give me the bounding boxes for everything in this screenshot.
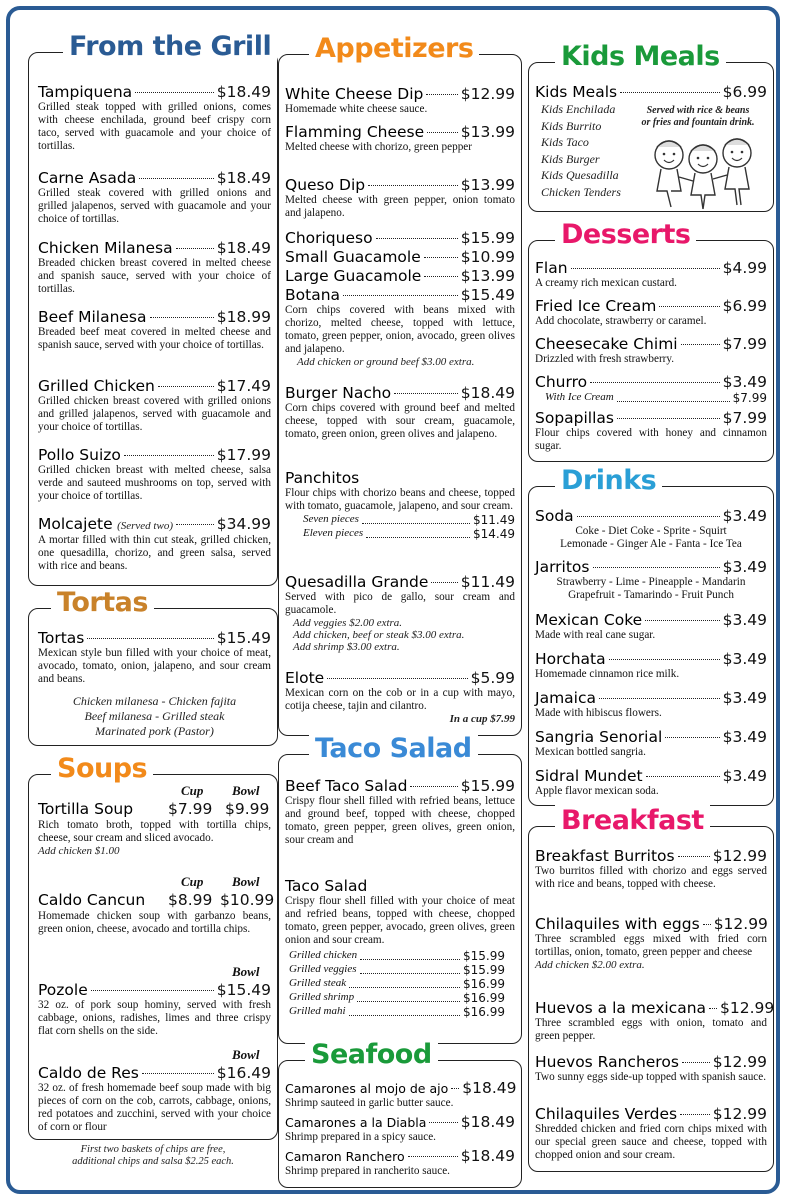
item-desc: Breaded beef meat covered in melted cheese and spanish sauce, served with your choice of tortillas.	[38, 326, 271, 351]
item-price: $3.49	[722, 558, 767, 576]
menu-item	[535, 847, 767, 891]
item-name: Jarritos	[535, 558, 590, 576]
kids-option: Kids Burger	[541, 151, 600, 166]
item-desc: Add chocolate, strawberry or caramel.	[535, 315, 707, 327]
item-desc: A creamy rich mexican custard.	[535, 277, 677, 289]
menu-item	[535, 335, 767, 366]
menu-item	[285, 1079, 515, 1110]
option-row	[289, 1005, 505, 1019]
item-name: Sidral Mundet	[535, 767, 643, 785]
menu-item	[535, 1105, 767, 1162]
item-name: Kids Meals	[535, 83, 618, 101]
item-price: $17.99	[216, 446, 271, 464]
item-price: $5.99	[470, 669, 515, 687]
item-desc: Strawberry - Lime - Pineapple - Mandarin	[556, 576, 746, 588]
option: Chicken milanesa - Chicken fajita	[72, 694, 237, 708]
option-name: Grilled veggies	[289, 963, 357, 975]
grill-section	[28, 31, 278, 586]
kids-title: Kids Meals	[555, 41, 726, 72]
tortas-title: Tortas	[51, 587, 154, 618]
item-note: Add chicken $1.00	[38, 845, 120, 857]
taco-salad-options	[285, 947, 515, 1019]
item-name: Camaron Ranchero	[285, 1149, 405, 1164]
menu-item	[285, 85, 515, 116]
item-desc: Grilled steak covered with grilled onions and grilled jalapenos, served with guacamole and your choice of tortillas.	[38, 187, 271, 225]
item-name: Burger Nacho	[285, 384, 392, 402]
item-name: Fried Ice Cream	[535, 297, 657, 315]
breakfast-section	[528, 805, 775, 1172]
drinks-section	[528, 465, 774, 806]
item-name: Horchata	[535, 650, 606, 668]
item-name: Carne Asada	[38, 169, 137, 187]
chips-note	[28, 1144, 278, 1168]
item-name: Grilled Chicken	[38, 377, 155, 395]
appetizers-section	[278, 33, 522, 736]
item-name: Large Guacamole	[285, 267, 422, 285]
menu-item	[38, 981, 271, 1038]
option-price: $14.49	[473, 527, 515, 541]
chips-note-line: First two baskets of chips are free,	[80, 1144, 226, 1155]
item-desc: Grilled chicken breast covered with grilled onions and grilled jalapenos, served with guacamole and your choice of tortillas.	[38, 395, 271, 433]
option-price: $16.99	[463, 977, 505, 991]
menu-item	[285, 669, 515, 725]
item-name: Quesadilla Grande	[285, 573, 429, 591]
item-name: White Cheese Dip	[285, 85, 424, 103]
tortas-section	[28, 587, 278, 746]
menu-item	[535, 259, 767, 290]
menu-item	[285, 267, 515, 285]
option: Marinated pork (Pastor)	[95, 724, 214, 738]
item-price: $13.99	[460, 123, 515, 141]
kids-illustration	[643, 133, 763, 213]
item-desc: A mortar filled with thin cut steak, grilled chicken, one quesadilla, chorizo, and green salsa, served with rice and beans.	[38, 534, 271, 572]
item-name: Flamming Cheese	[285, 123, 425, 141]
item-desc: Crispy flour shell filled with refried beans, lettuce and ground beef, topped with cheese, chopped tomato, green pepper, green olives, green onion, sour cream and	[285, 795, 515, 846]
item-desc: Shrimp sauteed in garlic butter sauce.	[285, 1097, 454, 1109]
panchitos-eleven	[285, 527, 515, 541]
item-price: $13.99	[460, 176, 515, 194]
bowl-header: Bowl	[232, 874, 260, 889]
option-price: $16.99	[463, 1005, 505, 1019]
item-name: Huevos Rancheros	[535, 1053, 679, 1071]
item-desc: Three scrambled eggs with onion, tomato and green pepper.	[535, 1017, 767, 1042]
menu-item	[38, 377, 271, 434]
soups-title: Soups	[51, 753, 153, 784]
item-note: Add chicken, beef or steak $3.00 extra.	[293, 629, 465, 641]
menu-item	[38, 308, 271, 352]
item-name: Elote	[285, 669, 325, 687]
cup-price: $8.99	[168, 891, 213, 909]
item-name: Breakfast Burritos	[535, 847, 675, 865]
item-desc: Rich tomato broth, topped with tortilla chips, cheese, sour cream and sliced avocado.	[38, 819, 271, 844]
item-desc: 32 oz. of fresh homemade beef soup made with big pieces of corn on the cob, carrots, cabbage, onions, red potatoes and zucchini, served with your choice of corn or flour	[38, 1082, 271, 1133]
option-price: $16.99	[463, 991, 505, 1005]
item-note: Add veggies $2.00 extra.	[293, 617, 403, 629]
item-name: Camarones al mojo de ajo	[285, 1081, 449, 1096]
menu-item	[38, 83, 271, 153]
menu-item	[285, 777, 515, 847]
item-price: $7.99	[722, 409, 767, 427]
breakfast-title: Breakfast	[555, 805, 710, 836]
item-price: $17.49	[216, 377, 271, 395]
menu-item	[285, 1113, 515, 1144]
drinks-title: Drinks	[555, 465, 662, 496]
desserts-section	[528, 219, 774, 462]
option-price: $11.49	[473, 513, 515, 527]
item-name: Small Guacamole	[285, 248, 421, 266]
item-name: Beef Taco Salad	[285, 777, 408, 795]
item-desc: Homemade white cheese sauce.	[285, 103, 428, 115]
item-desc: Grapefruit - Tamarindo - Fruit Punch	[568, 589, 734, 601]
item-name: Queso Dip	[285, 176, 366, 194]
item-price: $15.99	[460, 229, 515, 247]
item-name: Chilaquiles Verdes	[535, 1105, 678, 1123]
item-price: $16.49	[216, 1064, 271, 1082]
item-price: $18.49	[216, 169, 271, 187]
item-price: $12.99	[460, 85, 515, 103]
item-desc: Made with hibiscus flowers.	[535, 707, 662, 719]
item-name: Huevos a la mexicana	[535, 999, 707, 1017]
option-name: With Ice Cream	[545, 391, 614, 403]
item-name: Beef Milanesa	[38, 308, 147, 326]
appetizers-title: Appetizers	[309, 33, 479, 64]
item-note: (Served two)	[117, 520, 173, 532]
option-name: Seven pieces	[303, 513, 359, 525]
item-price: $18.49	[216, 239, 271, 257]
menu-item	[38, 446, 271, 503]
menu-item	[38, 239, 271, 296]
menu-item	[535, 689, 767, 720]
item-name: Jamaica	[535, 689, 596, 707]
bowl-price: $10.99	[220, 891, 275, 909]
menu-item	[535, 373, 767, 405]
item-name: Caldo Cancun	[38, 891, 146, 909]
option: Beef milanesa - Grilled steak	[84, 709, 225, 723]
item-price: $6.99	[722, 297, 767, 315]
item-desc: Shrimp prepared in a spicy sauce.	[285, 1131, 436, 1143]
item-name: Pollo Suizo	[38, 446, 121, 464]
item-name: Tampiquena	[38, 83, 133, 101]
item-note: Add chicken or ground beef $3.00 extra.	[297, 356, 475, 368]
soups-section	[28, 753, 278, 1140]
item-price: $3.49	[722, 507, 767, 525]
item-desc: Grilled steak topped with grilled onions, comes with cheese enchilada, ground beef crispy corn taco, served with guacamole and your choice of tortillas.	[38, 101, 271, 152]
item-price: $4.99	[722, 259, 767, 277]
tortas-item	[38, 629, 271, 739]
item-name: Soda	[535, 507, 574, 525]
grill-title: From the Grill	[63, 31, 277, 62]
menu-item	[285, 469, 515, 541]
item-desc: Flour chips with chorizo beans and cheese, topped with tomato, guacamole, jalapeno, and sour cream.	[285, 487, 515, 512]
item-price: $18.99	[216, 308, 271, 326]
item-price: $12.99	[712, 1105, 767, 1123]
item-desc: Two sunny eggs side-up topped with spanish sauce.	[535, 1071, 767, 1083]
bowl-header: Bowl	[232, 1047, 260, 1062]
kids-option: Kids Quesadilla	[541, 168, 619, 182]
item-name: Sopapillas	[535, 409, 614, 427]
kids-section	[528, 41, 774, 212]
item-name: Flan	[535, 259, 568, 277]
menu-item	[285, 229, 515, 247]
item-price: $12.99	[720, 999, 775, 1017]
item-price: $18.49	[460, 384, 515, 402]
menu-item	[535, 507, 767, 551]
tortas-options	[38, 694, 271, 739]
churro-sub	[535, 391, 767, 405]
item-desc: Apple flavor mexican soda.	[535, 785, 659, 797]
bowl-header: Bowl	[232, 783, 260, 798]
menu-item	[38, 169, 271, 226]
menu-item	[535, 915, 767, 971]
item-note: In a cup $7.99	[449, 713, 515, 725]
item-name: Chilaquiles with eggs	[535, 915, 700, 933]
option-name: Eleven pieces	[303, 527, 364, 539]
menu-item	[285, 1147, 515, 1178]
item-name: Taco Salad	[285, 877, 368, 895]
item-desc: Mexican bottled sangria.	[535, 746, 646, 758]
menu-item	[535, 409, 767, 453]
item-name: Choriqueso	[285, 229, 373, 247]
cup-header: Cup	[181, 874, 204, 889]
menu-item	[285, 877, 515, 1019]
item-desc: Grilled chicken breast with melted cheese, salsa verde and sauteed mushrooms on top, served with your choice of tortillas.	[38, 464, 271, 502]
item-desc: Shredded chicken and fried corn chips mixed with our special green sauce and cheese, topped with chopped onion and sour cream.	[535, 1123, 767, 1161]
item-desc: Three scrambled eggs mixed with fried corn tortillas, onion, tomato, green pepper and cheese	[535, 933, 767, 958]
kids-note-line: or fries and fountain drink.	[641, 117, 755, 128]
item-desc: Homemade cinnamon rice milk.	[535, 668, 680, 680]
taco-salad-title: Taco Salad	[309, 733, 478, 764]
cup-price: $7.99	[168, 800, 213, 818]
kids-item	[535, 83, 767, 200]
item-desc: Lemonade - Ginger Ale - Fanta - Ice Tea	[560, 538, 742, 550]
item-price: $12.99	[712, 847, 767, 865]
item-price: $7.99	[722, 335, 767, 353]
item-name: Tortilla Soup	[38, 800, 134, 818]
item-note: Add chicken $2.00 extra.	[535, 959, 645, 971]
item-desc: Mexican corn on the cob or in a cup with mayo, cotija cheese, tajin and cilantro.	[285, 687, 515, 712]
menu-item	[535, 767, 767, 798]
item-name: Panchitos	[285, 469, 360, 487]
item-desc: Homemade chicken soup with garbanzo beans, green onion, cheese, avocado and tortilla chips.	[38, 910, 271, 935]
item-desc: Corn chips covered with beans mixed with chorizo, melted cheese, topped with lettuce, tomato, green pepper, onion, avocado, green olives and jalapeno.	[285, 304, 515, 355]
item-desc: Crispy flour shell filled with your choice of meat and refried beans, topped with cheese, chopped tomato, green pepper, avocado, green olives, green onion and sour cream.	[285, 895, 515, 946]
menu-item	[535, 558, 767, 602]
option-price: $7.99	[732, 391, 767, 405]
menu-item	[38, 891, 275, 936]
item-price: $6.99	[722, 83, 767, 101]
item-name: Churro	[535, 373, 588, 391]
item-price: $3.49	[722, 611, 767, 629]
item-name: Sangria Senorial	[535, 728, 663, 746]
menu-item	[535, 611, 767, 642]
item-price: $15.99	[460, 777, 515, 795]
item-name: Cheesecake Chimi	[535, 335, 678, 353]
item-note: Add shrimp $3.00 extra.	[293, 641, 400, 653]
kids-note	[629, 105, 767, 129]
option-name: Grilled chicken	[289, 949, 358, 961]
item-price: $13.99	[460, 267, 515, 285]
menu-item	[285, 248, 515, 266]
kids-option: Kids Taco	[541, 135, 589, 149]
item-price: $10.99	[460, 248, 515, 266]
item-name: Chicken Milanesa	[38, 239, 173, 257]
menu-item	[285, 176, 515, 220]
menu-item	[38, 800, 271, 857]
item-price: $15.49	[216, 629, 271, 647]
menu-item	[38, 1064, 271, 1134]
chips-note-line: additional chips and salsa $2.25 each.	[72, 1156, 234, 1167]
item-desc: Flour chips covered with honey and cinnamon sugar.	[535, 427, 767, 452]
item-name: Mexican Coke	[535, 611, 643, 629]
item-price: $18.49	[460, 1113, 515, 1131]
menu-item	[535, 297, 767, 328]
kids-option: Kids Enchilada	[541, 102, 616, 116]
taco-salad-section	[278, 733, 522, 1044]
cup-header: Cup	[181, 783, 204, 798]
kids-option: Chicken Tenders	[541, 184, 621, 199]
item-price: $3.49	[722, 650, 767, 668]
item-price: $3.49	[722, 689, 767, 707]
item-price: $18.49	[460, 1147, 515, 1165]
option-name: Grilled mahi	[289, 1005, 346, 1017]
option-price: $15.99	[463, 963, 505, 977]
bowl-price: $9.99	[225, 800, 270, 818]
item-price: $3.49	[722, 373, 767, 391]
item-name: Caldo de Res	[38, 1064, 139, 1082]
item-price: $15.49	[216, 981, 271, 999]
menu-item	[535, 1053, 767, 1084]
item-price: $18.49	[216, 83, 271, 101]
item-desc: Coke - Diet Coke - Sprite - Squirt	[575, 525, 727, 537]
menu-item	[38, 515, 271, 573]
item-price: $15.49	[460, 286, 515, 304]
item-desc: Melted cheese with chorizo, green pepper	[285, 141, 472, 153]
menu-item	[535, 728, 767, 759]
option-name: Grilled shrimp	[289, 991, 355, 1003]
option-price: $15.99	[463, 949, 505, 963]
item-name: Camarones a la Diabla	[285, 1115, 427, 1130]
kids-note-line: Served with rice & beans	[646, 105, 750, 116]
item-desc: Served with pico de gallo, sour cream and guacamole.	[285, 591, 515, 616]
item-price: $18.49	[462, 1079, 517, 1097]
item-desc: Shrimp prepared in rancherito sauce.	[285, 1165, 450, 1177]
item-price: $12.99	[712, 1053, 767, 1071]
menu-item	[285, 573, 515, 653]
menu-item	[285, 384, 515, 441]
menu-item	[285, 123, 515, 154]
item-desc: Breaded chicken breast covered in melted cheese and spanish sauce, served with your choice of tortillas.	[38, 257, 271, 295]
item-name: Botana	[285, 286, 341, 304]
item-name: Pozole	[38, 981, 88, 999]
menu-page	[6, 6, 780, 1194]
item-name: Molcajete	[38, 515, 113, 533]
seafood-title: Seafood	[305, 1039, 438, 1070]
menu-item	[535, 650, 767, 681]
item-price: $12.99	[713, 915, 768, 933]
item-desc: Corn chips covered with ground beef and melted cheese, topped with sour cream, guacamole, tomato, green onion, green olives and jalapeno.	[285, 402, 515, 440]
item-desc: Made with real cane sugar.	[535, 629, 656, 641]
desserts-title: Desserts	[555, 219, 696, 250]
item-desc: Melted cheese with green pepper, onion tomato and jalapeno.	[285, 194, 515, 219]
item-name: Tortas	[38, 629, 85, 647]
bowl-header: Bowl	[232, 964, 260, 979]
menu-item	[285, 286, 515, 368]
item-desc: 32 oz. of pork soup hominy, served with fresh cabbage, onions, radishes, limes and three crispy flat corn shells on the side.	[38, 999, 271, 1037]
item-desc: Drizzled with fresh strawberry.	[535, 353, 675, 365]
item-price: $3.49	[722, 728, 767, 746]
item-desc: Two burritos filled with chorizo and eggs served with rice and beans, topped with cheese.	[535, 865, 767, 890]
item-price: $34.99	[216, 515, 271, 533]
option-name: Grilled steak	[289, 977, 347, 989]
kids-option: Kids Burrito	[541, 118, 602, 133]
menu-item	[535, 999, 775, 1043]
item-price: $3.49	[722, 767, 767, 785]
item-desc: Mexican style bun filled with your choice of meat, avocado, tomato, onion, jalapeno, and sour cream and beans.	[38, 647, 271, 685]
item-price: $11.49	[460, 573, 515, 591]
seafood-section	[278, 1039, 522, 1188]
